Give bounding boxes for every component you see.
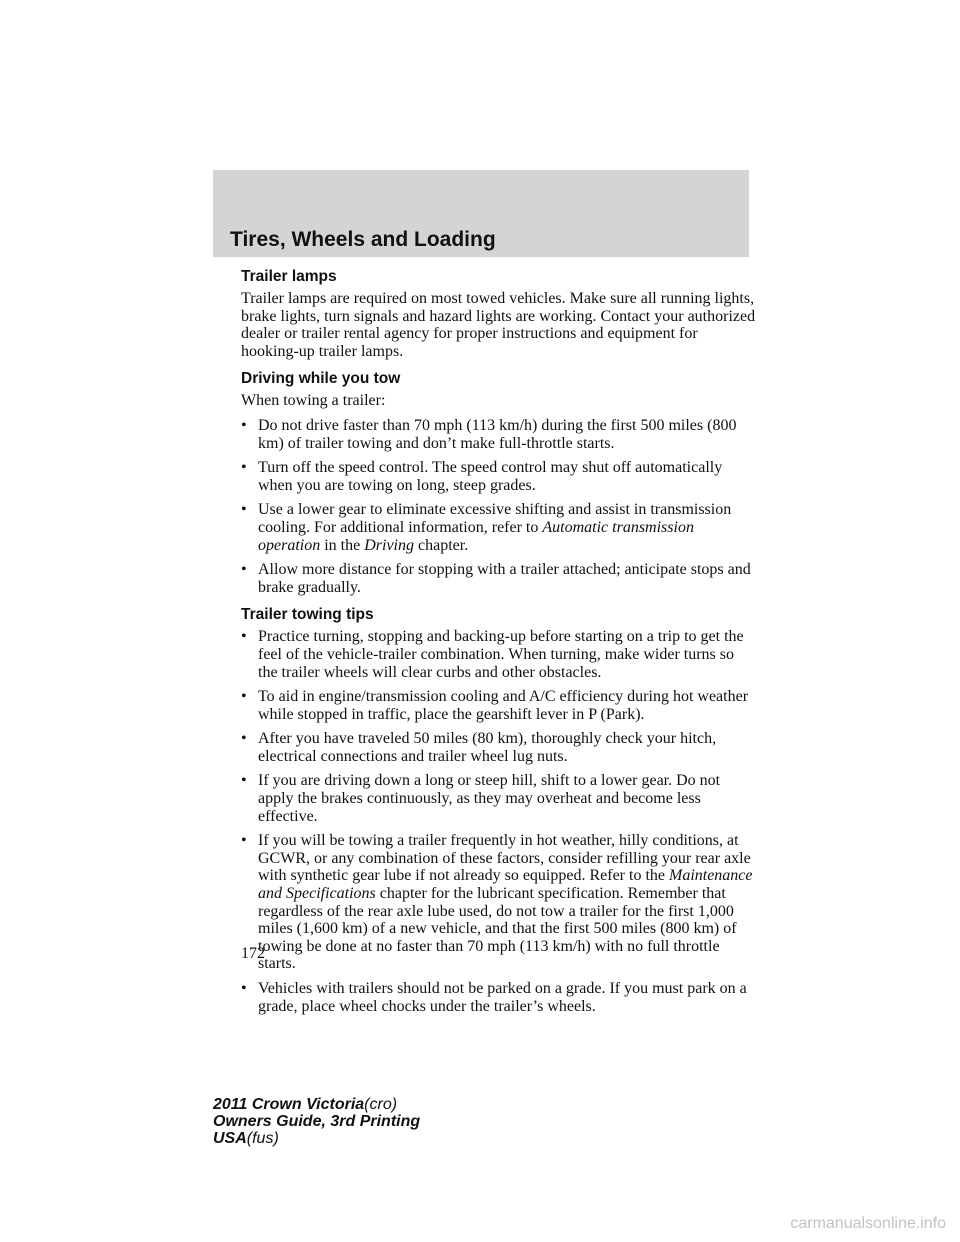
document-footer (213, 1096, 420, 1147)
list-item: • Allow more distance for stopping with a trailer attached; anticipate stops and brake gradually. (241, 561, 751, 596)
footer-market: USA (213, 1130, 247, 1147)
chapter-title: Tires, Wheels and Loading (230, 228, 496, 251)
footer-model: 2011 Crown Victoria (213, 1096, 365, 1113)
list-item: • Practice turning, stopping and backing-up before starting on a trip to get the feel of the vehicle-trailer combination. When turning, make wider turns so the trailer wheels will clear curbs and other obstacles. (241, 628, 744, 681)
list-item: • Do not drive faster than 70 mph (113 km/h) during the first 500 miles (800 km) of trailer towing and don’t make full-throttle starts. (241, 416, 737, 452)
bullet-icon: • (241, 980, 247, 997)
list-item: • If you will be towing a trailer frequently in hot weather, hilly conditions, at GCWR, or any combination of these factors, consider refilling your rear axle with synthetic gear lube if not already so equipped. Refer to the Maintenance and Specifications chapter for the lubricant specification. Remember that regardless of the rear axle lube used, do not tow a trailer for the first 1,000 miles (1,600 km) of a new vehicle, and that the first 500 miles (800 km) of towing be done at no faster than 70 mph (113 km/h) with no full throttle starts. (241, 832, 753, 973)
heading-trailer-towing-tips: Trailer towing tips (241, 606, 374, 624)
driving-tow-intro: When towing a trailer: (241, 392, 386, 410)
cross-reference-link[interactable]: Maintenance and Specifications (258, 867, 753, 903)
cross-reference-link[interactable]: Automatic transmission operation (258, 518, 694, 554)
bullet-icon: • (241, 772, 247, 790)
bullet-icon: • (241, 628, 247, 646)
list-item: • To aid in engine/transmission cooling and A/C efficiency during hot weather while stopped in traffic, place the gearshift lever in P (Park). (241, 688, 749, 723)
heading-driving-while-you-tow: Driving while you tow (241, 370, 401, 388)
bullet-icon: • (241, 688, 247, 706)
list-item: • After you have traveled 50 miles (80 km), thoroughly check your hitch, electrical connections and trailer wheel lug nuts. (241, 730, 717, 765)
watermark-link[interactable]: carmanualsonline.info (790, 1215, 946, 1232)
bullet-icon: • (241, 730, 247, 748)
bullet-icon: • (241, 832, 247, 850)
list-item: • Turn off the speed control. The speed control may shut off automatically when you are towing on long, steep grades. (241, 459, 723, 494)
towing-tips-list (241, 628, 756, 1015)
list-item: • Vehicles with trailers should not be parked on a grade. If you must park on a grade, place wheel chocks under the trailer’s wheels. (241, 980, 747, 1015)
footer-model-code: (cro) (364, 1096, 398, 1113)
bullet-icon: • (241, 561, 247, 579)
footer-edition: Owners Guide, 3rd Printing (213, 1113, 421, 1130)
trailer-lamps-paragraph: Trailer lamps are required on most towed vehicles. Make sure all running lights, brake lights, turn signals and hazard lights are working. Contact your authorized dealer or trailer rental agency for proper instructions and equipment for hooking-up trailer lamps. (241, 290, 756, 360)
heading-trailer-lamps: Trailer lamps (241, 268, 337, 285)
list-item: • Use a lower gear to eliminate excessive shifting and assist in transmission cooling. For additional information, refer to Automatic transmission operation in the Driving chapter. (241, 501, 732, 554)
driving-tow-list (241, 417, 756, 596)
footer-market-code: (fus) (246, 1130, 279, 1147)
page-number: 172 (241, 945, 265, 962)
bullet-icon: • (241, 501, 247, 519)
bullet-icon: • (241, 459, 247, 477)
page-content (241, 268, 756, 1022)
list-item: • If you are driving down a long or steep hill, shift to a lower gear. Do not apply the brakes continuously, as they may overheat and become less effective. (241, 772, 721, 825)
bullet-icon: • (241, 416, 247, 434)
cross-reference-link[interactable]: Driving (364, 536, 414, 554)
